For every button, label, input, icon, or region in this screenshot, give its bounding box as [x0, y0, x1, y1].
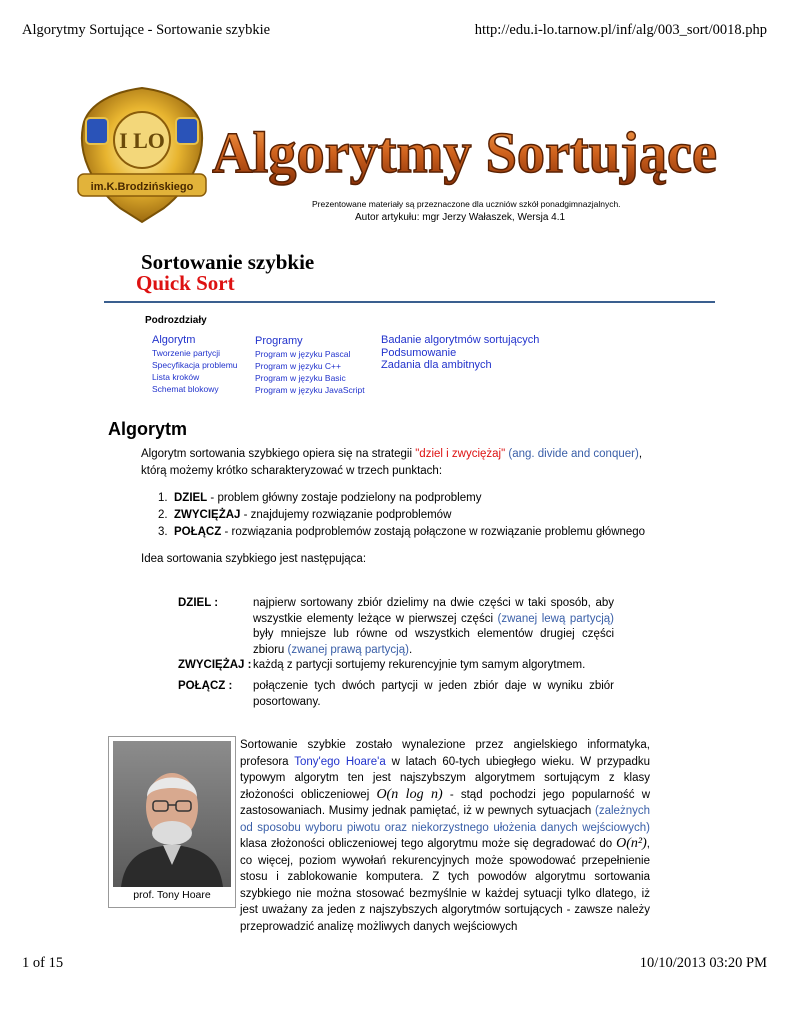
definition-text: połączenie tych dwóch partycji w jeden zbiór daje w wyniku zbiór posortowany. [253, 680, 614, 708]
print-footer-page: 1 of 15 [22, 955, 64, 971]
definition-text: najpierw sortowany zbiór dzielimy na dwie części w taki sposób, aby wszystkie elementy leżące w pierwszej części (zwanej lewą partycją) były mniejsze lub równe od wszystkich elementów drugiej części zbioru (zwanej prawą partycją). [253, 597, 615, 656]
print-header-url[interactable]: http://edu.i-lo.tarnow.pl/inf/alg/003_sort/0018.php [474, 22, 767, 38]
banner [72, 82, 722, 232]
subsections-col3 [381, 334, 539, 372]
definition-text: każdą z partycji sortujemy rekurencyjnie tym samym algorytmem. [253, 659, 586, 671]
intro-english: (ang. divide and conquer) [505, 448, 639, 460]
intro-paragraph [141, 446, 653, 480]
nav-link-javascript[interactable]: Program w języku JavaScript [255, 385, 365, 395]
list-item: 1. DZIEL - problem główny zostaje podzielony na podproblemy [158, 492, 482, 504]
nav-link-specyfikacja[interactable]: Specyfikacja problemu [152, 360, 238, 370]
steps-list [158, 490, 658, 541]
heading-divider [104, 301, 715, 303]
svg-text:I LO: I LO [119, 128, 165, 153]
subsections-label: Podrozdziały [145, 315, 207, 326]
definition-term: DZIEL : [178, 597, 219, 609]
nav-link-basic[interactable]: Program w języku Basic [255, 373, 346, 383]
nav-link-podsumowanie[interactable]: Podsumowanie [381, 346, 457, 359]
intro-text: Algorytm sortowania szybkiego opiera się na strategii [141, 448, 416, 460]
list-item: 2. ZWYCIĘŻAJ - znajdujemy rozwiązanie podproblemów [158, 509, 452, 521]
history-paragraph: Sortowanie szybkie zostało wynalezione przez angielskiego informatyka, profesora Tony'ego Hoare'a w latach 60-tych ubiegłego wieku. W przypadku typowym algorytm ten jest najszybszym algorytmem sortującym z klasy złożoności obliczeniowej O(n log n) - stąd pochodzi jego popularność w zastosowaniach. Musimy jednak pamiętać, iż w pewnych sytuacjach (zależnych od sposobu wyboru piwotu oraz niekorzystnego ułożenia danych wejściowych) klasa złożoności obliczeniowej tego algorytmu może się degradować do O(n²), co więcej, poziom wywołań rekurencyjnych może spowodować przepełnienie stosu i zablokowanie komputera. Z tych powodów algorytmu sortowania szybkiego nie można stosować bezmyślnie w każdej sytuacji tylko dlatego, iż jest uważany za jeden z najszybszych algorytmów sortujących - zawsze należy przeprowadzić analizę możliwych danych wejściowych [240, 739, 650, 933]
banner-title-graphic [212, 122, 722, 192]
section-title: Algorytm [108, 419, 188, 439]
nav-link-algorytm[interactable]: Algorytm [152, 334, 196, 346]
link-tony-hoare[interactable]: Tony'ego Hoare'a [294, 755, 386, 768]
nav-link-pascal[interactable]: Program w języku Pascal [255, 349, 351, 359]
definition-term: POŁĄCZ : [178, 680, 233, 692]
page-subtitle: Quick Sort [136, 271, 235, 295]
subsections-col2 [255, 335, 365, 396]
nav-link-cpp[interactable]: Program w języku C++ [255, 361, 341, 371]
subsections-col1 [152, 334, 238, 395]
page-title: Sortowanie szybkie [141, 250, 315, 274]
photo-frame [108, 736, 236, 908]
nav-link-badanie[interactable]: Badanie algorytmów sortujących [381, 334, 540, 346]
nav-link-schemat[interactable]: Schemat blokowy [152, 384, 219, 394]
school-logo-icon [72, 82, 212, 227]
intro-text-end: , którą możemy krótko scharakteryzować w trzech punktach: [141, 448, 643, 477]
banner-subtitle: Prezentowane materiały są przeznaczone dla uczniów szkół ponadgimnazjalnych. [312, 199, 621, 209]
svg-text:im.K.Brodzińskiego: im.K.Brodzińskiego [90, 181, 194, 193]
definition-term: ZWYCIĘŻAJ : [178, 659, 252, 671]
intro-highlight: "dziel i zwyciężaj" [415, 448, 506, 460]
complexity-n2: O(n²) [616, 836, 647, 851]
list-item: 3. POŁĄCZ - rozwiązania podproblemów zostają połączone w rozwiązanie problemu głównego [158, 526, 646, 538]
nav-link-zadania[interactable]: Zadania dla ambitnych [381, 359, 492, 371]
nav-link-lista-krokow[interactable]: Lista kroków [152, 372, 200, 382]
nav-link-partycje[interactable]: Tworzenie partycji [152, 348, 221, 358]
nav-link-programy[interactable]: Programy [255, 335, 303, 347]
svg-text:Algorytmy Sortujące: Algorytmy Sortujące [212, 122, 717, 185]
print-header-title: Algorytmy Sortujące - Sortowanie szybkie [22, 22, 271, 38]
portrait-photo [113, 741, 231, 887]
complexity-nlogn: O(n log n) [376, 786, 443, 802]
print-footer-datetime: 10/10/2013 03:20 PM [639, 955, 767, 971]
idea-text: Idea sortowania szybkiego jest następująca: [141, 553, 367, 565]
photo-caption: prof. Tony Hoare [133, 889, 211, 901]
banner-author: Autor artykułu: mgr Jerzy Wałaszek, Wersja 4.1 [355, 212, 566, 223]
